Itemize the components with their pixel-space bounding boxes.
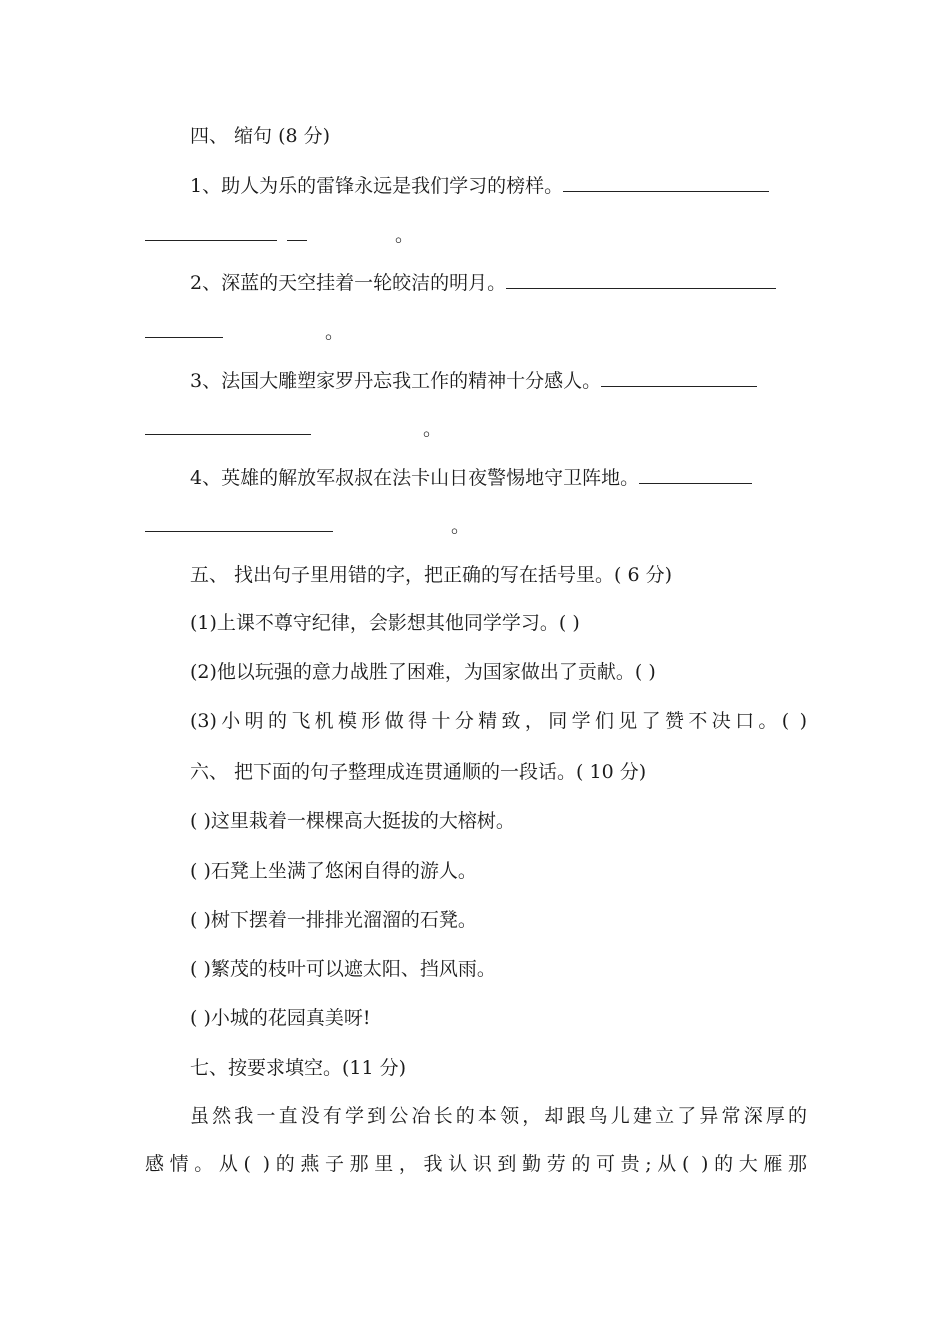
section4-heading: 四、 缩句 (8 分) — [190, 125, 331, 147]
answer-blank[interactable] — [145, 317, 223, 338]
answer-blank[interactable] — [145, 511, 333, 532]
section5-item-2: (2)他以玩强的意力战胜了困难，为国家做出了贡献。( ) — [190, 661, 656, 683]
section4-item-3 — [190, 366, 807, 396]
section6-heading: 六、 把下面的句子整理成连贯通顺的一段话。( 10 分) — [190, 761, 647, 783]
item-text: 4、英雄的解放军叔叔在法卡山日夜警惕地守卫阵地。 — [190, 467, 640, 489]
answer-blank[interactable] — [563, 171, 769, 192]
section4-item-1 — [190, 171, 807, 201]
answer-blank[interactable] — [145, 220, 277, 241]
item-end: 。 — [451, 515, 471, 537]
section4-item-3-cont — [145, 414, 807, 444]
section7-paragraph-line-1: 虽然我一直没有学到公冶长的本领，却跟鸟儿建立了异常深厚的 — [190, 1105, 807, 1127]
section6-item-5: ( )小城的花园真美呀! — [190, 1007, 371, 1029]
answer-blank[interactable] — [639, 463, 752, 484]
section5-heading: 五、 找出句子里用错的字，把正确的写在括号里。( 6 分) — [190, 564, 673, 586]
section7-heading: 七、按要求填空。(11 分) — [190, 1057, 407, 1079]
answer-blank[interactable] — [506, 268, 776, 289]
answer-blank[interactable] — [287, 220, 307, 241]
item-text: 3、法国大雕塑家罗丹忘我工作的精神十分感人。 — [190, 370, 602, 392]
item-end: 。 — [423, 418, 443, 440]
section5-item-3: (3)小明的飞机模形做得十分精致，同学们见了赞不决口。( ) — [190, 710, 807, 732]
section7-paragraph-line-2: 感情。从( )的燕子那里，我认识到勤劳的可贵;从( )的大雁那 — [145, 1153, 807, 1175]
section6-item-2: ( )石凳上坐满了悠闲自得的游人。 — [190, 860, 477, 882]
item-text: 1、助人为乐的雷锋永远是我们学习的榜样。 — [190, 175, 564, 197]
section4-item-4-cont — [145, 511, 807, 541]
item-end: 。 — [395, 224, 415, 246]
section5-item-1: (1)上课不尊守纪律，会影想其他同学学习。( ) — [190, 612, 580, 634]
section4-item-4 — [190, 463, 807, 493]
section6-item-1: ( )这里栽着一棵棵高大挺拔的大榕树。 — [190, 810, 515, 832]
section4-item-2 — [190, 268, 807, 298]
item-text: 2、深蓝的天空挂着一轮皎洁的明月。 — [190, 272, 507, 294]
section4-item-1-cont — [145, 220, 807, 250]
section6-item-4: ( )繁茂的枝叶可以遮太阳、挡风雨。 — [190, 958, 496, 980]
answer-blank[interactable] — [145, 414, 311, 435]
section4-item-2-cont — [145, 317, 807, 347]
item-end: 。 — [325, 321, 345, 343]
answer-blank[interactable] — [601, 366, 757, 387]
section6-item-3: ( )树下摆着一排排光溜溜的石凳。 — [190, 909, 477, 931]
